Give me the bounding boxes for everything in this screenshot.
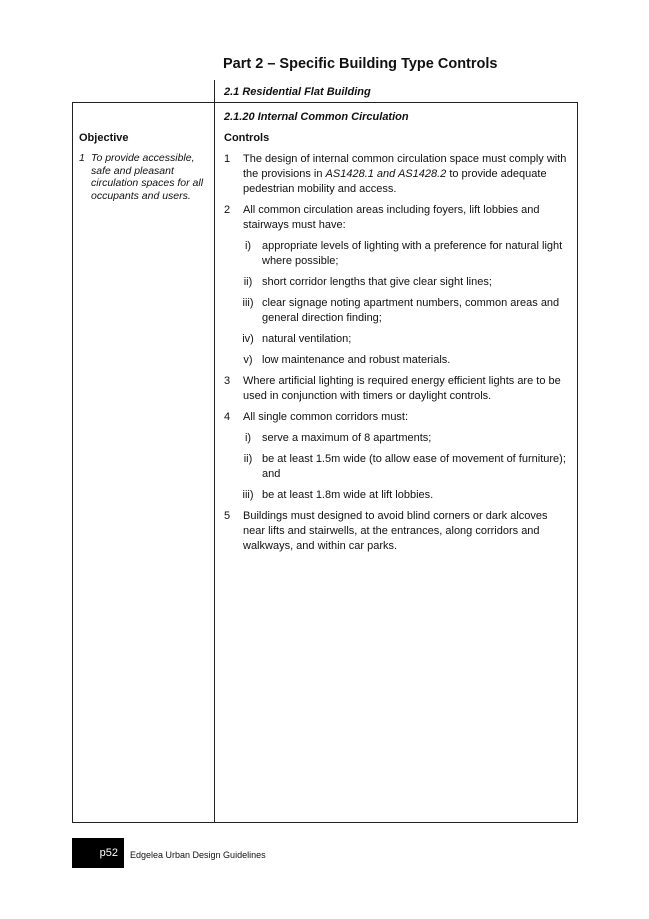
control-text (243, 152, 572, 197)
control-item-3 (224, 374, 572, 404)
sub-item (224, 332, 572, 347)
sub-number: iv) (242, 333, 254, 345)
sub-item (224, 275, 572, 290)
control-item-4 (224, 410, 572, 425)
controls-heading: Controls (224, 132, 270, 144)
page-number-box: p52 (72, 838, 124, 868)
sub-number: ii) (243, 276, 253, 288)
sub-number: iii) (242, 489, 254, 501)
control-text-part: The design of internal common circulation space must comply with the provisions in (243, 153, 567, 180)
sub-item (224, 296, 572, 326)
control-number: 1 (224, 153, 231, 165)
sub-number: ii) (243, 453, 253, 465)
objective-text: To provide accessible, safe and pleasant circulation spaces for all occupants and users. (91, 152, 204, 202)
sub-item (224, 452, 572, 482)
sub-number: v) (243, 354, 253, 366)
control-text: All common circulation areas including foyers, lift lobbies and stairways must have: (243, 204, 540, 231)
header-divider-line (214, 80, 215, 103)
controls-table (72, 102, 578, 823)
sub-number: i) (244, 432, 252, 444)
control-text: Where artificial lighting is required energy efficient lights are to be used in conjunction with timers or daylight controls. (243, 375, 561, 402)
sub-text: short corridor lengths that give clear sight lines; (262, 276, 492, 288)
section-title: 2.1 Residential Flat Building (224, 86, 371, 98)
sub-number: iii) (242, 297, 254, 309)
control-item-5 (224, 509, 572, 554)
sub-item (224, 431, 572, 446)
control-text-part: and (373, 168, 398, 180)
objective-column (79, 132, 207, 202)
control-number: 2 (224, 204, 231, 216)
part-title: Part 2 – Specific Building Type Controls (223, 56, 498, 72)
sub-text: low maintenance and robust materials. (262, 354, 451, 366)
objective-heading: Objective (79, 132, 129, 144)
sub-item (224, 353, 572, 368)
sub-text: be at least 1.5m wide (to allow ease of movement of furniture); and (262, 453, 566, 480)
sub-item (224, 239, 572, 269)
control-number: 3 (224, 375, 231, 387)
controls-column (224, 111, 572, 560)
control-text: All single common corridors must: (243, 411, 409, 423)
control-item-2 (224, 203, 572, 233)
subsection-title: 2.1.20 Internal Common Circulation (224, 111, 409, 123)
column-divider (214, 103, 215, 822)
sub-item (224, 488, 572, 503)
objective-item (79, 152, 207, 202)
sub-text: appropriate levels of lighting with a preference for natural light where possible; (262, 240, 563, 267)
control-number: 4 (224, 411, 231, 423)
sub-text: clear signage noting apartment numbers, common areas and general direction finding; (262, 297, 560, 324)
document-title-footer: Edgelea Urban Design Guidelines (130, 850, 266, 860)
standard-reference: AS1428.1 (325, 168, 374, 180)
control-number: 5 (224, 510, 231, 522)
sub-text: be at least 1.8m wide at lift lobbies. (262, 489, 434, 501)
sub-text: serve a maximum of 8 apartments; (262, 432, 432, 444)
sub-text: natural ventilation; (262, 333, 352, 345)
objective-number: 1 (79, 152, 85, 164)
control-item-1 (224, 152, 572, 197)
sub-number: i) (244, 240, 252, 252)
standard-reference: AS1428.2 (397, 168, 447, 180)
control-text-part: to provide adequate pedestrian mobility and access. (243, 168, 547, 195)
control-text: Buildings must designed to avoid blind corners or dark alcoves near lifts and stairwells, at the entrances, along corridors and walkways, and within car parks. (243, 510, 548, 552)
